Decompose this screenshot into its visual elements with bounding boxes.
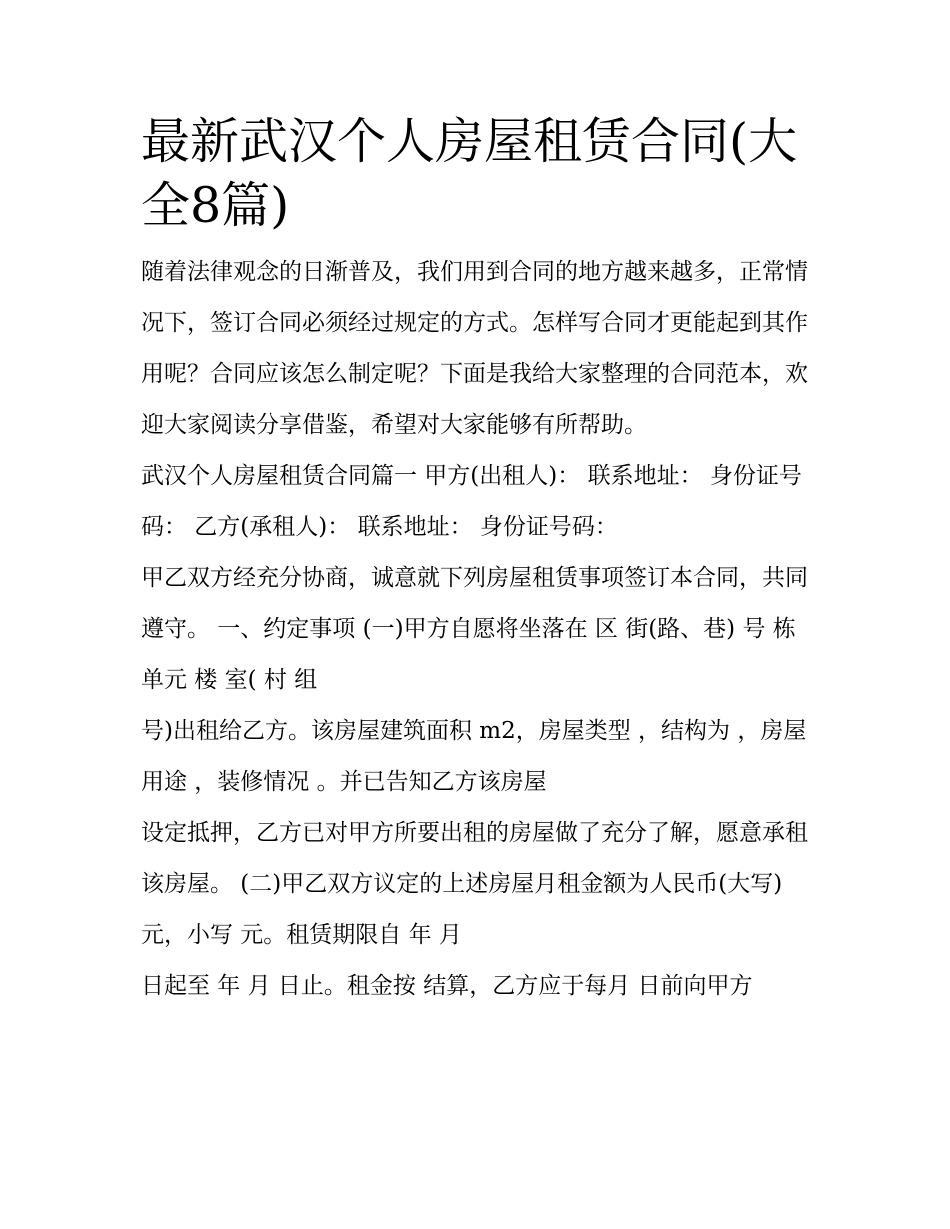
paragraph-agreement: 甲乙双方经充分协商，诚意就下列房屋租赁事项签订本合同，共同遵守。 一、约定事项 (一)甲方自愿将坐落在 区 街(路、巷) 号 栋 单元 楼 室( 村 组	[141, 565, 808, 693]
paragraph-intro: 随着法律观念的日渐普及，我们用到合同的地方越来越多，正常情况下，签订合同必须经过规定的方式。怎样写合同才更能起到其作用呢？合同应该怎么制定呢？下面是我给大家整理的合同范本，欢迎大家阅读分享借鉴，希望对大家能够有所帮助。	[141, 259, 808, 438]
paragraph-parties: 武汉个人房屋租赁合同篇一 甲方(出租人)： 联系地址： 身份证号码： 乙方(承租人)： 联系地址： 身份证号码：	[141, 463, 802, 540]
paragraph-term: 日起至 年 月 日止。租金按 结算，乙方应于每月 日前向甲方	[141, 973, 753, 999]
paragraph-property: 号)出租给乙方。该房屋建筑面积 m2，房屋类型 ，结构为 ，房屋用途 ，装修情况 。并已告知乙方该房屋	[141, 718, 807, 795]
document-title: 最新武汉个人房屋租赁合同(大全8篇)	[141, 113, 798, 234]
paragraph-rent: 设定抵押，乙方已对甲方所要出租的房屋做了充分了解，愿意承租该房屋。 (二)甲乙双方议定的上述房屋月租金额为人民币(大写) 元，小写 元。租赁期限自 年 月	[141, 820, 808, 948]
document-page	[141, 110, 813, 1012]
